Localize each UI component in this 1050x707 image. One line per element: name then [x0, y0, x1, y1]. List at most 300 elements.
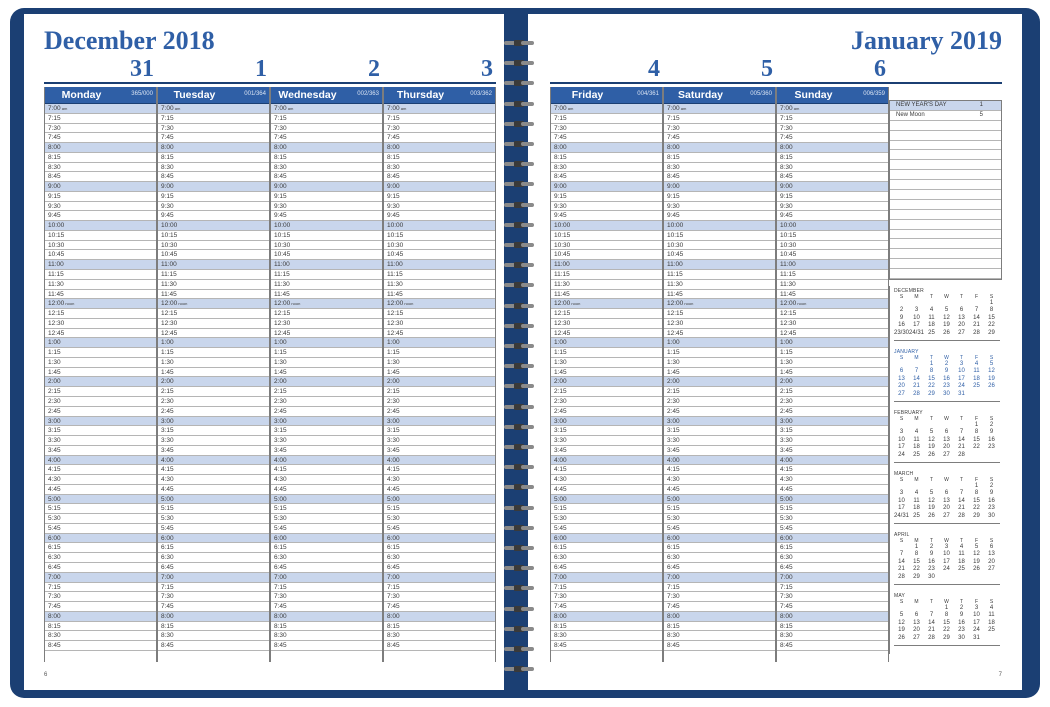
- time-slot[interactable]: [158, 143, 269, 153]
- calendar-date[interactable]: 20: [913, 627, 920, 634]
- calendar-date[interactable]: 16: [988, 436, 995, 443]
- time-slot[interactable]: [384, 475, 495, 485]
- time-slot[interactable]: [777, 456, 888, 466]
- calendar-date[interactable]: 17: [973, 619, 980, 626]
- time-slot[interactable]: [271, 495, 382, 505]
- time-slot[interactable]: [551, 573, 662, 583]
- time-slot[interactable]: [664, 573, 775, 583]
- calendar-date[interactable]: 13: [913, 619, 920, 626]
- calendar-date[interactable]: 18: [913, 505, 920, 512]
- time-slot[interactable]: [384, 504, 495, 514]
- note-line[interactable]: [890, 101, 1001, 111]
- time-slot[interactable]: [551, 631, 662, 641]
- time-slot[interactable]: [158, 446, 269, 456]
- time-slot[interactable]: [551, 495, 662, 505]
- time-slot[interactable]: [158, 553, 269, 563]
- time-slot[interactable]: [551, 338, 662, 348]
- time-slot[interactable]: [271, 622, 382, 632]
- time-slot[interactable]: [384, 338, 495, 348]
- calendar-date[interactable]: 6: [914, 612, 919, 619]
- time-slot[interactable]: [271, 397, 382, 407]
- calendar-date[interactable]: 13: [958, 314, 965, 321]
- time-slot[interactable]: [664, 133, 775, 143]
- time-slot[interactable]: [664, 231, 775, 241]
- time-slot[interactable]: [777, 221, 888, 231]
- time-slot[interactable]: [664, 592, 775, 602]
- time-slot[interactable]: [158, 270, 269, 280]
- time-slot[interactable]: [551, 397, 662, 407]
- calendar-date[interactable]: 24: [958, 383, 965, 390]
- time-slot[interactable]: [45, 387, 156, 397]
- calendar-date[interactable]: 1: [914, 544, 919, 550]
- time-slot[interactable]: [45, 280, 156, 290]
- time-slot[interactable]: [664, 387, 775, 397]
- time-slot[interactable]: [271, 260, 382, 270]
- time-slot[interactable]: [551, 377, 662, 387]
- time-slot[interactable]: [384, 104, 495, 114]
- time-slot[interactable]: [384, 407, 495, 417]
- calendar-date[interactable]: 12: [898, 619, 905, 626]
- time-slot[interactable]: [158, 192, 269, 202]
- time-slot[interactable]: [664, 338, 775, 348]
- time-slot[interactable]: [384, 241, 495, 251]
- time-slot[interactable]: [551, 114, 662, 124]
- calendar-date[interactable]: 25: [988, 627, 995, 634]
- calendar-date[interactable]: 9: [899, 314, 904, 321]
- time-slot[interactable]: [384, 631, 495, 641]
- time-slot[interactable]: [664, 260, 775, 270]
- time-slot[interactable]: [45, 622, 156, 632]
- time-slot[interactable]: [777, 553, 888, 563]
- time-slot[interactable]: [271, 543, 382, 553]
- calendar-date[interactable]: 6: [944, 490, 949, 497]
- calendar-date[interactable]: 19: [928, 444, 935, 451]
- calendar-date[interactable]: 3: [899, 429, 904, 436]
- time-slot[interactable]: [271, 387, 382, 397]
- time-slot[interactable]: [384, 592, 495, 602]
- time-slot[interactable]: [777, 446, 888, 456]
- time-slot[interactable]: [777, 163, 888, 173]
- calendar-date[interactable]: 1: [974, 422, 979, 428]
- time-slot[interactable]: [551, 241, 662, 251]
- time-slot[interactable]: [158, 377, 269, 387]
- calendar-date[interactable]: 21: [958, 505, 965, 512]
- time-slot[interactable]: [271, 436, 382, 446]
- time-slot[interactable]: [551, 641, 662, 651]
- calendar-date[interactable]: 15: [913, 558, 920, 565]
- time-slot[interactable]: [777, 358, 888, 368]
- time-slot[interactable]: [158, 231, 269, 241]
- calendar-date[interactable]: 4: [989, 605, 994, 611]
- calendar-date[interactable]: 30: [928, 573, 935, 580]
- time-slot[interactable]: [777, 182, 888, 192]
- calendar-date[interactable]: 3: [959, 361, 964, 367]
- time-slot[interactable]: [664, 153, 775, 163]
- time-slot[interactable]: [777, 631, 888, 641]
- calendar-date[interactable]: 8: [914, 551, 919, 558]
- time-slot[interactable]: [45, 124, 156, 134]
- calendar-date[interactable]: 10: [913, 314, 920, 321]
- calendar-date[interactable]: 15: [973, 497, 980, 504]
- time-slot[interactable]: [664, 250, 775, 260]
- time-slot[interactable]: [384, 290, 495, 300]
- time-slot[interactable]: [777, 368, 888, 378]
- time-slot[interactable]: [777, 612, 888, 622]
- time-slot[interactable]: [158, 358, 269, 368]
- calendar-date[interactable]: 7: [974, 307, 979, 314]
- time-slot[interactable]: [664, 534, 775, 544]
- time-slot[interactable]: [384, 260, 495, 270]
- time-slot[interactable]: [271, 309, 382, 319]
- calendar-date[interactable]: [984, 391, 999, 398]
- time-slot[interactable]: [551, 163, 662, 173]
- time-slot[interactable]: [158, 163, 269, 173]
- note-line[interactable]: [890, 200, 1001, 210]
- calendar-date[interactable]: 6: [899, 368, 904, 375]
- time-slot[interactable]: [384, 612, 495, 622]
- time-slot[interactable]: [551, 407, 662, 417]
- calendar-date[interactable]: [909, 361, 924, 368]
- time-slot[interactable]: [777, 534, 888, 544]
- time-slot[interactable]: [777, 124, 888, 134]
- time-slot[interactable]: [271, 114, 382, 124]
- time-slot[interactable]: [777, 114, 888, 124]
- time-slot[interactable]: [551, 612, 662, 622]
- calendar-date[interactable]: 18: [973, 375, 980, 382]
- calendar-date[interactable]: 5: [944, 307, 949, 314]
- time-slot[interactable]: [384, 299, 495, 309]
- time-slot[interactable]: [45, 417, 156, 427]
- calendar-date[interactable]: 1: [974, 483, 979, 489]
- calendar-date[interactable]: 24: [973, 627, 980, 634]
- calendar-date[interactable]: 17: [898, 444, 905, 451]
- calendar-date[interactable]: 2: [929, 544, 934, 550]
- calendar-date[interactable]: [924, 422, 939, 429]
- calendar-date[interactable]: 14: [898, 558, 905, 565]
- time-slot[interactable]: [158, 114, 269, 124]
- time-slot[interactable]: [664, 622, 775, 632]
- time-slot[interactable]: [271, 163, 382, 173]
- time-slot[interactable]: [271, 250, 382, 260]
- time-slot[interactable]: [271, 514, 382, 524]
- time-slot[interactable]: [384, 221, 495, 231]
- time-slot[interactable]: [777, 299, 888, 309]
- time-slot[interactable]: [271, 485, 382, 495]
- time-slot[interactable]: [158, 290, 269, 300]
- calendar-date[interactable]: [984, 635, 999, 642]
- note-line[interactable]: [890, 150, 1001, 160]
- time-slot[interactable]: [271, 241, 382, 251]
- calendar-date[interactable]: 14: [928, 619, 935, 626]
- note-line[interactable]: [890, 131, 1001, 141]
- time-slot[interactable]: [777, 377, 888, 387]
- calendar-date[interactable]: 26: [973, 566, 980, 573]
- time-slot[interactable]: [271, 456, 382, 466]
- time-slot[interactable]: [271, 534, 382, 544]
- time-slot[interactable]: [158, 426, 269, 436]
- time-slot[interactable]: [384, 485, 495, 495]
- time-slot[interactable]: [551, 358, 662, 368]
- calendar-date[interactable]: 23: [928, 566, 935, 573]
- calendar-date[interactable]: 10: [973, 612, 980, 619]
- calendar-date[interactable]: 7: [929, 612, 934, 619]
- time-slot[interactable]: [777, 153, 888, 163]
- calendar-date[interactable]: 4: [914, 429, 919, 436]
- time-slot[interactable]: [664, 280, 775, 290]
- calendar-date[interactable]: 29: [988, 329, 995, 336]
- time-slot[interactable]: [384, 573, 495, 583]
- calendar-date[interactable]: 15: [973, 436, 980, 443]
- time-slot[interactable]: [777, 592, 888, 602]
- calendar-date[interactable]: 22: [973, 505, 980, 512]
- calendar-date[interactable]: 22: [973, 444, 980, 451]
- time-slot[interactable]: [777, 104, 888, 114]
- time-slot[interactable]: [45, 202, 156, 212]
- time-slot[interactable]: [158, 368, 269, 378]
- time-slot[interactable]: [45, 172, 156, 182]
- calendar-date[interactable]: 27: [943, 451, 950, 458]
- calendar-date[interactable]: 29: [943, 634, 950, 641]
- calendar-date[interactable]: 20: [943, 505, 950, 512]
- time-slot[interactable]: [664, 602, 775, 612]
- calendar-date[interactable]: 21: [898, 566, 905, 573]
- time-slot[interactable]: [271, 377, 382, 387]
- time-slot[interactable]: [777, 280, 888, 290]
- calendar-date[interactable]: 11: [913, 436, 920, 443]
- time-slot[interactable]: [777, 485, 888, 495]
- time-slot[interactable]: [45, 133, 156, 143]
- time-slot[interactable]: [158, 387, 269, 397]
- time-slot[interactable]: [158, 182, 269, 192]
- time-slot[interactable]: [664, 563, 775, 573]
- time-slot[interactable]: [384, 534, 495, 544]
- time-slot[interactable]: [384, 358, 495, 368]
- time-slot[interactable]: [777, 133, 888, 143]
- time-slot[interactable]: [45, 514, 156, 524]
- time-slot[interactable]: [664, 348, 775, 358]
- calendar-date[interactable]: [984, 574, 999, 581]
- time-slot[interactable]: [45, 231, 156, 241]
- time-slot[interactable]: [158, 456, 269, 466]
- calendar-date[interactable]: 10: [958, 368, 965, 375]
- calendar-date[interactable]: 8: [974, 490, 979, 497]
- time-slot[interactable]: [551, 583, 662, 593]
- time-slot[interactable]: [271, 592, 382, 602]
- calendar-date[interactable]: [939, 300, 954, 307]
- time-slot[interactable]: [551, 270, 662, 280]
- calendar-date[interactable]: 24: [898, 451, 905, 458]
- time-slot[interactable]: [664, 221, 775, 231]
- time-slot[interactable]: [45, 456, 156, 466]
- calendar-date[interactable]: 27: [988, 566, 995, 573]
- calendar-date[interactable]: 5: [974, 544, 979, 550]
- time-slot[interactable]: [271, 133, 382, 143]
- time-slot[interactable]: [271, 563, 382, 573]
- time-slot[interactable]: [551, 446, 662, 456]
- time-slot[interactable]: [551, 309, 662, 319]
- time-slot[interactable]: [158, 641, 269, 651]
- time-slot[interactable]: [664, 358, 775, 368]
- time-slot[interactable]: [271, 524, 382, 534]
- time-slot[interactable]: [271, 153, 382, 163]
- time-slot[interactable]: [551, 534, 662, 544]
- calendar-date[interactable]: 11: [913, 497, 920, 504]
- time-slot[interactable]: [158, 592, 269, 602]
- time-slot[interactable]: [158, 514, 269, 524]
- time-slot[interactable]: [271, 475, 382, 485]
- calendar-date[interactable]: 25: [913, 512, 920, 519]
- time-slot[interactable]: [384, 250, 495, 260]
- calendar-date[interactable]: [954, 422, 969, 429]
- time-slot[interactable]: [384, 436, 495, 446]
- time-slot[interactable]: [664, 182, 775, 192]
- time-slot[interactable]: [158, 319, 269, 329]
- time-slot[interactable]: [551, 104, 662, 114]
- time-slot[interactable]: [777, 514, 888, 524]
- time-slot[interactable]: [271, 104, 382, 114]
- note-line[interactable]: [890, 170, 1001, 180]
- time-slot[interactable]: [158, 475, 269, 485]
- calendar-date[interactable]: [984, 452, 999, 459]
- time-slot[interactable]: [158, 348, 269, 358]
- time-slot[interactable]: [158, 631, 269, 641]
- calendar-date[interactable]: 11: [958, 551, 965, 558]
- time-slot[interactable]: [45, 338, 156, 348]
- time-slot[interactable]: [45, 153, 156, 163]
- time-slot[interactable]: [158, 338, 269, 348]
- time-slot[interactable]: [158, 172, 269, 182]
- time-slot[interactable]: [384, 583, 495, 593]
- note-line[interactable]: [890, 180, 1001, 190]
- calendar-date[interactable]: [909, 605, 924, 612]
- time-slot[interactable]: [384, 280, 495, 290]
- calendar-date[interactable]: 28: [913, 390, 920, 397]
- time-slot[interactable]: [384, 163, 495, 173]
- time-slot[interactable]: [551, 250, 662, 260]
- calendar-date[interactable]: 21: [928, 627, 935, 634]
- time-slot[interactable]: [45, 485, 156, 495]
- calendar-date[interactable]: 2: [989, 422, 994, 428]
- calendar-date[interactable]: [909, 483, 924, 490]
- calendar-date[interactable]: 12: [973, 551, 980, 558]
- time-slot[interactable]: [664, 299, 775, 309]
- calendar-date[interactable]: 27: [943, 512, 950, 519]
- calendar-date[interactable]: 25: [928, 329, 935, 336]
- calendar-date[interactable]: 7: [959, 490, 964, 497]
- time-slot[interactable]: [384, 563, 495, 573]
- note-line[interactable]: [890, 249, 1001, 259]
- time-slot[interactable]: [271, 553, 382, 563]
- calendar-date[interactable]: 11: [928, 314, 935, 321]
- time-slot[interactable]: [384, 153, 495, 163]
- time-slot[interactable]: [777, 573, 888, 583]
- calendar-date[interactable]: 6: [989, 544, 994, 550]
- time-slot[interactable]: [271, 172, 382, 182]
- time-slot[interactable]: [384, 368, 495, 378]
- time-slot[interactable]: [384, 270, 495, 280]
- calendar-date[interactable]: 18: [913, 444, 920, 451]
- time-slot[interactable]: [384, 514, 495, 524]
- time-slot[interactable]: [45, 534, 156, 544]
- time-slot[interactable]: [777, 417, 888, 427]
- time-slot[interactable]: [271, 612, 382, 622]
- time-slot[interactable]: [271, 465, 382, 475]
- calendar-date[interactable]: 3: [899, 490, 904, 497]
- time-slot[interactable]: [384, 465, 495, 475]
- time-slot[interactable]: [777, 192, 888, 202]
- time-slot[interactable]: [777, 202, 888, 212]
- time-slot[interactable]: [777, 319, 888, 329]
- time-slot[interactable]: [551, 192, 662, 202]
- calendar-date[interactable]: [969, 574, 984, 581]
- calendar-date[interactable]: 9: [929, 551, 934, 558]
- calendar-date[interactable]: [969, 300, 984, 307]
- time-slot[interactable]: [45, 260, 156, 270]
- calendar-date[interactable]: 14: [958, 497, 965, 504]
- calendar-date[interactable]: [924, 483, 939, 490]
- time-slot[interactable]: [45, 358, 156, 368]
- time-slot[interactable]: [664, 514, 775, 524]
- time-slot[interactable]: [551, 504, 662, 514]
- time-slot[interactable]: [777, 602, 888, 612]
- time-slot[interactable]: [551, 319, 662, 329]
- time-slot[interactable]: [664, 143, 775, 153]
- time-slot[interactable]: [551, 368, 662, 378]
- time-slot[interactable]: [664, 543, 775, 553]
- time-slot[interactable]: [551, 622, 662, 632]
- calendar-date[interactable]: 14: [958, 436, 965, 443]
- calendar-date[interactable]: 31: [958, 390, 965, 397]
- time-slot[interactable]: [384, 377, 495, 387]
- calendar-date[interactable]: 16: [943, 375, 950, 382]
- calendar-date[interactable]: 15: [928, 375, 935, 382]
- time-slot[interactable]: [158, 221, 269, 231]
- calendar-date[interactable]: 27: [913, 634, 920, 641]
- time-slot[interactable]: [777, 290, 888, 300]
- calendar-date[interactable]: 13: [988, 551, 995, 558]
- time-slot[interactable]: [664, 407, 775, 417]
- time-slot[interactable]: [384, 495, 495, 505]
- calendar-date[interactable]: 8: [989, 307, 994, 314]
- calendar-date[interactable]: 21: [913, 383, 920, 390]
- calendar-date[interactable]: 19: [943, 322, 950, 329]
- time-slot[interactable]: [551, 202, 662, 212]
- calendar-date[interactable]: 7: [959, 429, 964, 436]
- calendar-date[interactable]: 9: [989, 490, 994, 497]
- time-slot[interactable]: [45, 143, 156, 153]
- time-slot[interactable]: [664, 124, 775, 134]
- calendar-date[interactable]: 28: [898, 573, 905, 580]
- time-slot[interactable]: [271, 583, 382, 593]
- time-slot[interactable]: [777, 475, 888, 485]
- time-slot[interactable]: [45, 592, 156, 602]
- time-slot[interactable]: [271, 270, 382, 280]
- time-slot[interactable]: [45, 368, 156, 378]
- calendar-date[interactable]: 12: [928, 497, 935, 504]
- calendar-date[interactable]: [894, 544, 909, 551]
- time-slot[interactable]: [664, 377, 775, 387]
- calendar-date[interactable]: 11: [973, 368, 980, 375]
- time-slot[interactable]: [777, 387, 888, 397]
- calendar-date[interactable]: 22: [988, 322, 995, 329]
- time-slot[interactable]: [384, 622, 495, 632]
- time-slot[interactable]: [777, 241, 888, 251]
- calendar-date[interactable]: 8: [929, 368, 934, 375]
- calendar-date[interactable]: 13: [898, 375, 905, 382]
- time-slot[interactable]: [45, 397, 156, 407]
- time-slot[interactable]: [777, 426, 888, 436]
- time-slot[interactable]: [777, 397, 888, 407]
